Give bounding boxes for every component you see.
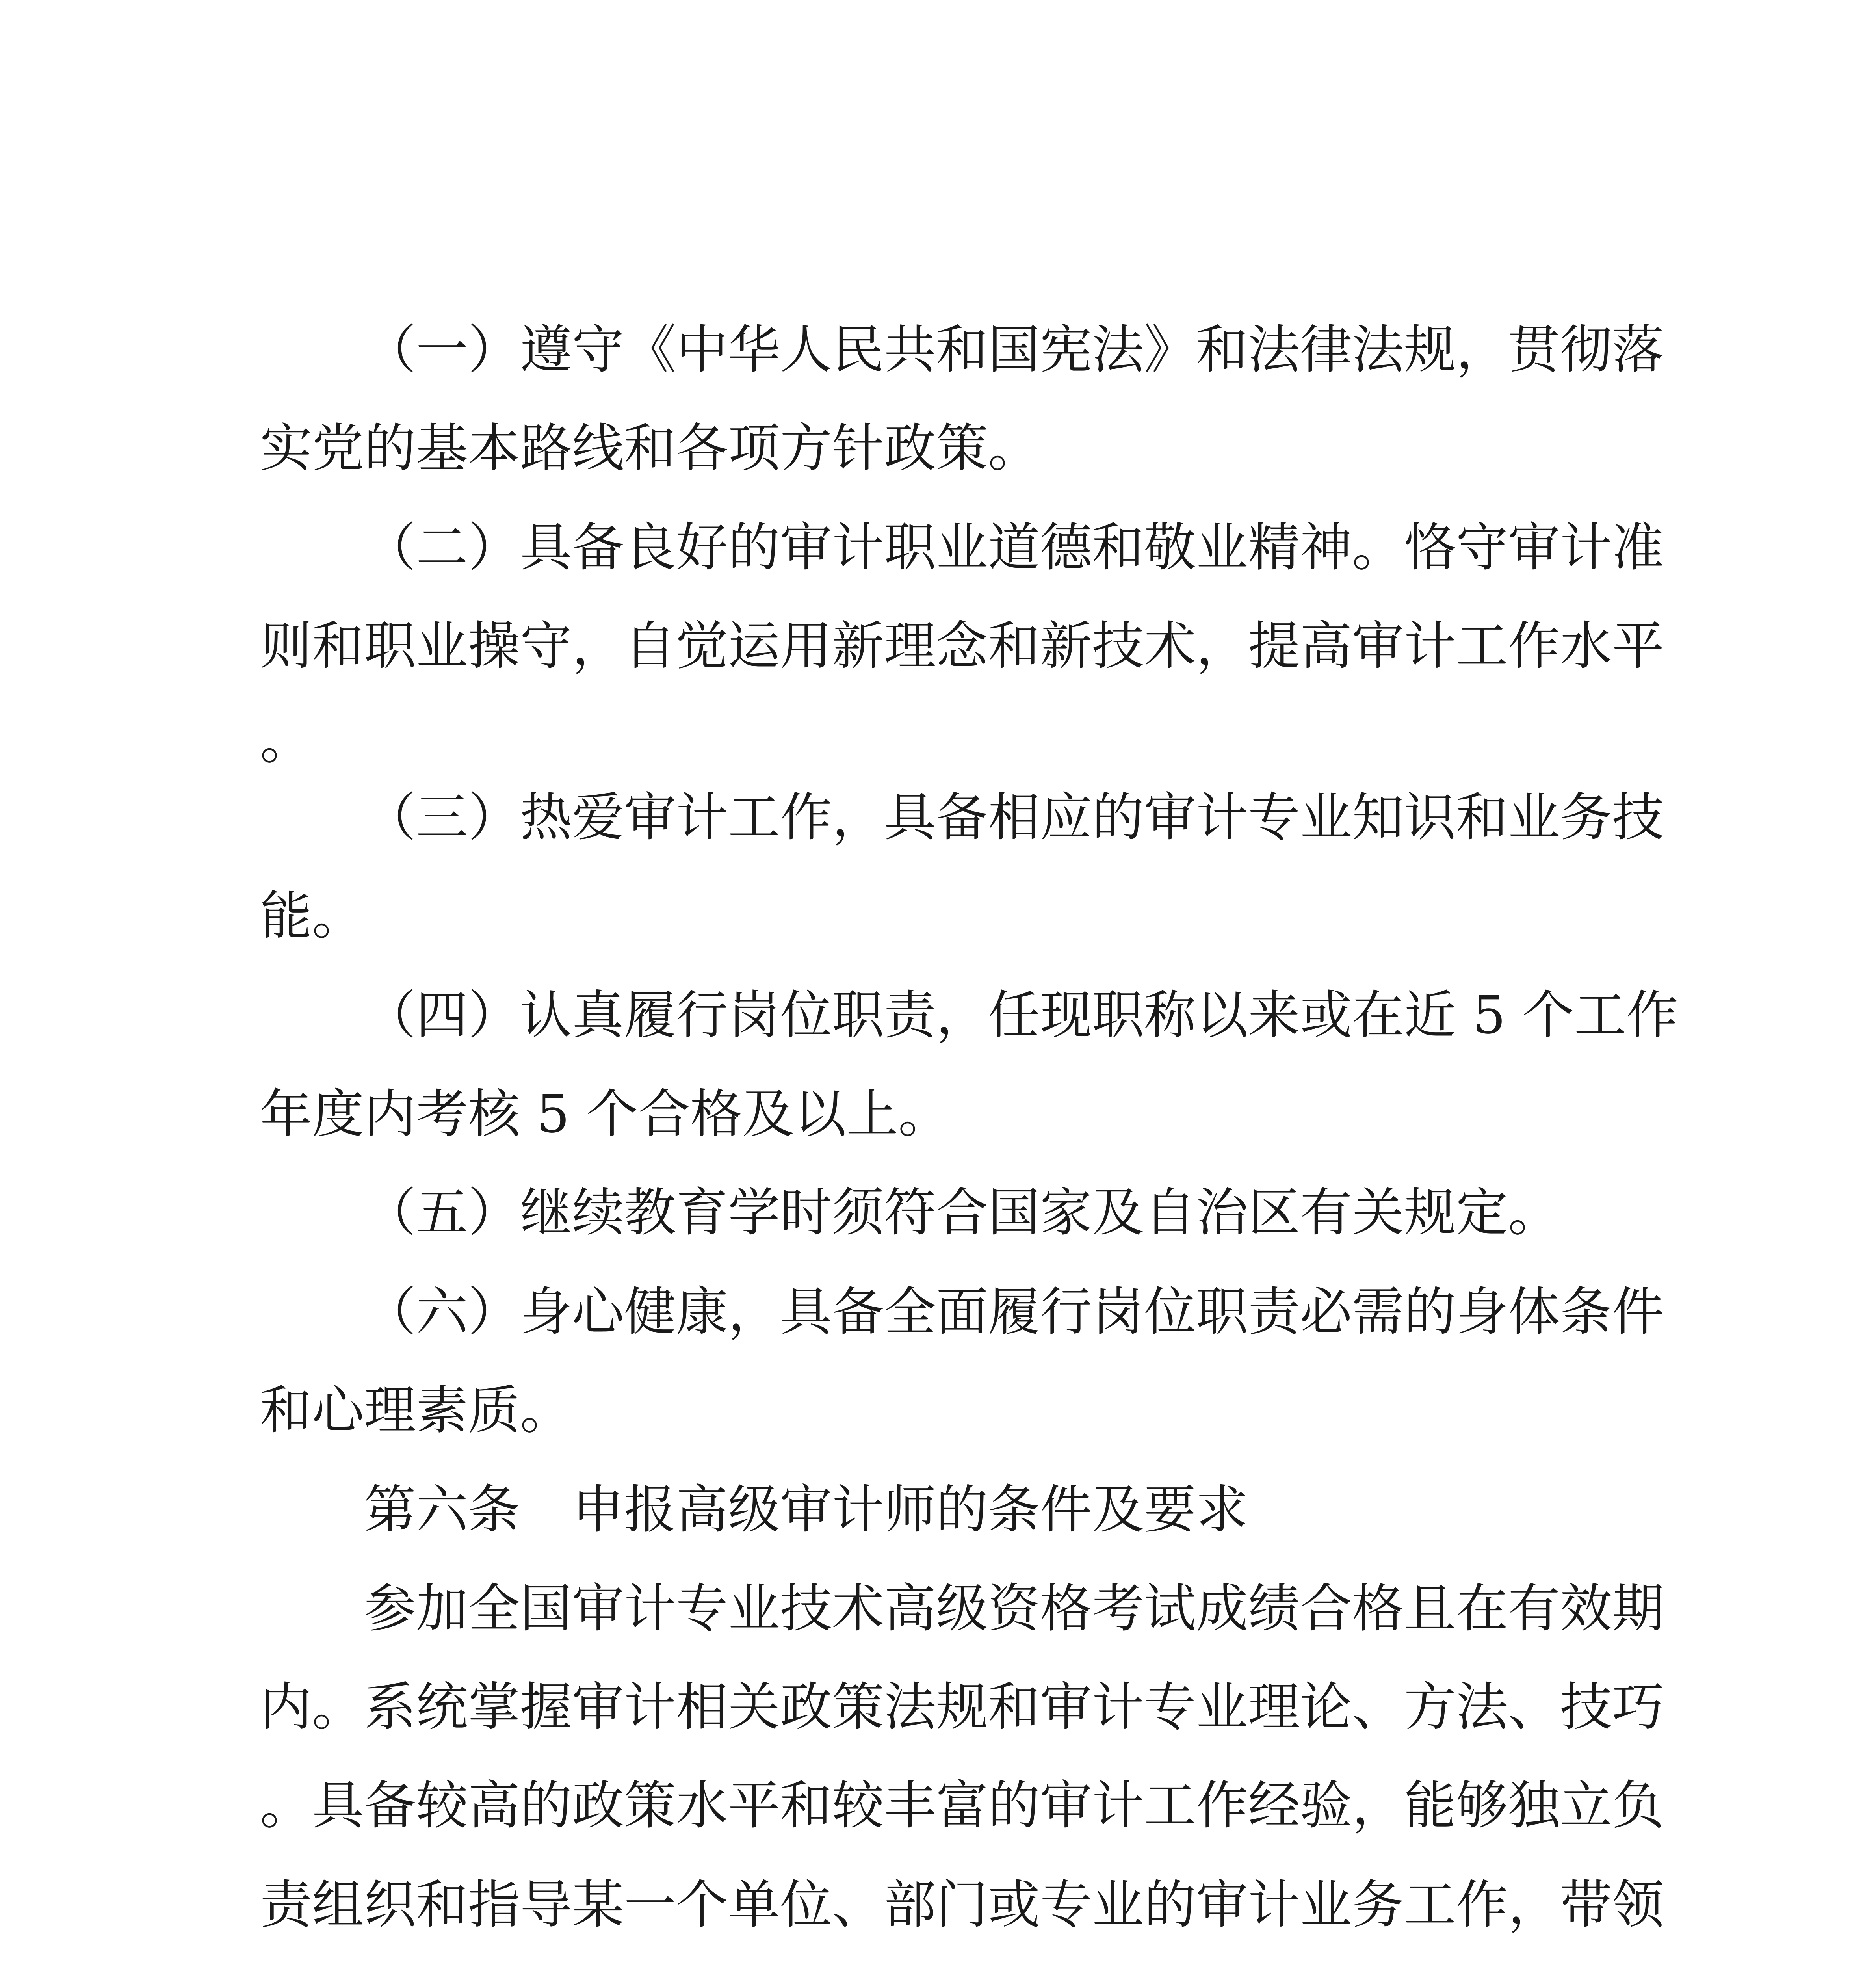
paragraph-line: 和心理素质。 [260, 1380, 572, 1441]
paragraph-line: （五）继续教育学时须符合国家及自治区有关规定。 [364, 1182, 1560, 1243]
paragraph-line: （二）具备良好的审计职业道德和敬业精神。恪守审计准 [364, 517, 1664, 578]
paragraph-line: 则和职业操守，自觉运用新理念和新技术，提高审计工作水平 [260, 616, 1664, 676]
section-heading: 第六条 申报高级审计师的条件及要求 [364, 1479, 1248, 1540]
paragraph-line: 年度内考核 5 个合格及以上。 [260, 1084, 950, 1145]
paragraph-line: 责组织和指导某一个单位、部门或专业的审计业务工作，带领 [260, 1875, 1664, 1935]
paragraph-line: （三）热爱审计工作，具备相应的审计专业知识和业务技 [364, 787, 1664, 848]
paragraph-line: 。 [260, 710, 312, 771]
paragraph-line: （一）遵守《中华人民共和国宪法》和法律法规，贯彻落 [364, 320, 1664, 380]
paragraph-line: 实党的基本路线和各项方针政策。 [260, 418, 1040, 479]
paragraph-line: 能。 [260, 886, 364, 946]
paragraph-line: 参加全国审计专业技术高级资格考试成绩合格且在有效期 [364, 1578, 1664, 1639]
paragraph-line: 内。系统掌握审计相关政策法规和审计专业理论、方法、技巧 [260, 1677, 1664, 1738]
paragraph-line: 。具备较高的政策水平和较丰富的审计工作经验，能够独立负 [260, 1775, 1664, 1836]
paragraph-line: （六）身心健康，具备全面履行岗位职责必需的身体条件 [364, 1282, 1664, 1342]
paragraph-line: （四）认真履行岗位职责，任现职称以来或在近 5 个工作 [364, 985, 1678, 1046]
